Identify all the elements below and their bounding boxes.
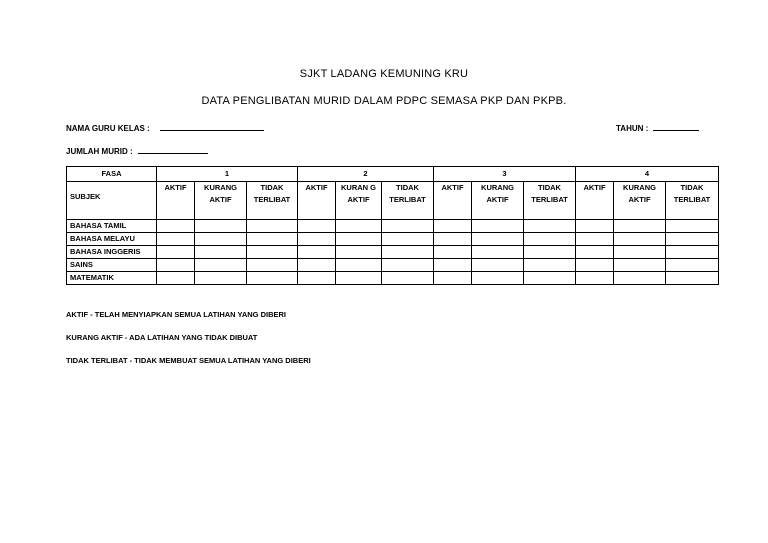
entry-cell (614, 272, 666, 285)
entry-cell (666, 233, 719, 246)
subject-row (67, 220, 719, 233)
col-kurang-aktif-4: KURANG AKTIF (614, 182, 666, 220)
entry-cell (524, 259, 576, 272)
entry-cell (298, 246, 336, 259)
entry-cell (666, 220, 719, 233)
document-subtitle: DATA PENGLIBATAN MURID DALAM PDPC SEMASA PKP DAN PKPB. (201, 95, 567, 107)
entry-cell (524, 233, 576, 246)
entry-cell (157, 220, 195, 233)
entry-cell (524, 272, 576, 285)
entry-cell (336, 259, 382, 272)
col-kurang-aktif-2: KURAN G AKTIF (336, 182, 382, 220)
phase-2-header: 2 (298, 167, 434, 182)
entry-cell (247, 233, 298, 246)
entry-cell (382, 220, 434, 233)
student-count-row (66, 145, 208, 156)
subject-row (67, 272, 719, 285)
legend-kurang-aktif: KURANG AKTIF - ADA LATIHAN YANG TIDAK DIBUAT (66, 333, 258, 342)
entry-cell (382, 272, 434, 285)
entry-cell (247, 246, 298, 259)
subject-name: SAINS (67, 259, 157, 272)
entry-cell (524, 246, 576, 259)
entry-cell (247, 220, 298, 233)
entry-cell (157, 272, 195, 285)
entry-cell (472, 233, 524, 246)
entry-cell (157, 259, 195, 272)
entry-cell (247, 272, 298, 285)
entry-cell (472, 272, 524, 285)
subject-row (67, 259, 719, 272)
phase-1-header: 1 (157, 167, 298, 182)
col-tidak-terlibat-4: TIDAK TERLIBAT (666, 182, 719, 220)
teacher-name-row (66, 122, 264, 133)
entry-cell (666, 246, 719, 259)
entry-cell (614, 246, 666, 259)
subject-name: BAHASA TAMIL (67, 220, 157, 233)
entry-cell (195, 220, 247, 233)
entry-cell (298, 220, 336, 233)
entry-cell (247, 259, 298, 272)
entry-cell (666, 259, 719, 272)
entry-cell (614, 259, 666, 272)
entry-cell (614, 233, 666, 246)
col-tidak-terlibat-1: TIDAK TERLIBAT (247, 182, 298, 220)
teacher-name-blank (160, 122, 264, 131)
entry-cell (195, 246, 247, 259)
entry-cell (666, 272, 719, 285)
engagement-table (66, 166, 719, 285)
school-title: SJKT LADANG KEMUNING KRU (299, 68, 469, 80)
entry-cell (472, 220, 524, 233)
col-aktif-3: AKTIF (434, 182, 472, 220)
entry-cell (298, 233, 336, 246)
subject-name: BAHASA INGGERIS (67, 246, 157, 259)
entry-cell (195, 259, 247, 272)
entry-cell (336, 220, 382, 233)
legend-tidak-terlibat: TIDAK TERLIBAT - TIDAK MEMBUAT SEMUA LATIHAN YANG DIBERI (66, 356, 311, 365)
entry-cell (298, 259, 336, 272)
entry-cell (157, 246, 195, 259)
col-aktif-2: AKTIF (298, 182, 336, 220)
col-kurang-aktif-3: KURANG AKTIF (472, 182, 524, 220)
subject-name: MATEMATIK (67, 272, 157, 285)
entry-cell (614, 220, 666, 233)
col-aktif-4: AKTIF (576, 182, 614, 220)
entry-cell (434, 233, 472, 246)
entry-cell (472, 259, 524, 272)
subject-name: BAHASA MELAYU (67, 233, 157, 246)
year-blank (653, 122, 699, 131)
entry-cell (576, 220, 614, 233)
entry-cell (382, 233, 434, 246)
entry-cell (434, 246, 472, 259)
student-count-blank (138, 145, 208, 154)
entry-cell (382, 259, 434, 272)
entry-cell (434, 220, 472, 233)
student-count-label: JUMLAH MURID : (66, 147, 133, 156)
phase-4-header: 4 (576, 167, 719, 182)
subject-row (67, 246, 719, 259)
col-tidak-terlibat-3: TIDAK TERLIBAT (524, 182, 576, 220)
entry-cell (576, 246, 614, 259)
entry-cell (382, 246, 434, 259)
subjek-header: SUBJEK (67, 182, 157, 220)
col-kurang-aktif-1: KURANG AKTIF (195, 182, 247, 220)
legend-aktif: AKTIF - TELAH MENYIAPKAN SEMUA LATIHAN YANG DIBERI (66, 310, 287, 319)
year-label: TAHUN : (616, 124, 649, 133)
entry-cell (576, 259, 614, 272)
entry-cell (336, 272, 382, 285)
entry-cell (336, 246, 382, 259)
phase-3-header: 3 (434, 167, 576, 182)
teacher-name-label: NAMA GURU KELAS : (66, 124, 150, 133)
entry-cell (472, 246, 524, 259)
entry-cell (336, 233, 382, 246)
entry-cell (576, 272, 614, 285)
subject-row (67, 233, 719, 246)
year-row (616, 122, 699, 133)
fasa-header: FASA (67, 167, 157, 182)
col-aktif-1: AKTIF (157, 182, 195, 220)
entry-cell (524, 220, 576, 233)
entry-cell (298, 272, 336, 285)
entry-cell (576, 233, 614, 246)
entry-cell (434, 259, 472, 272)
entry-cell (195, 272, 247, 285)
entry-cell (434, 272, 472, 285)
col-tidak-terlibat-2: TIDAK TERLIBAT (382, 182, 434, 220)
entry-cell (157, 233, 195, 246)
entry-cell (195, 233, 247, 246)
